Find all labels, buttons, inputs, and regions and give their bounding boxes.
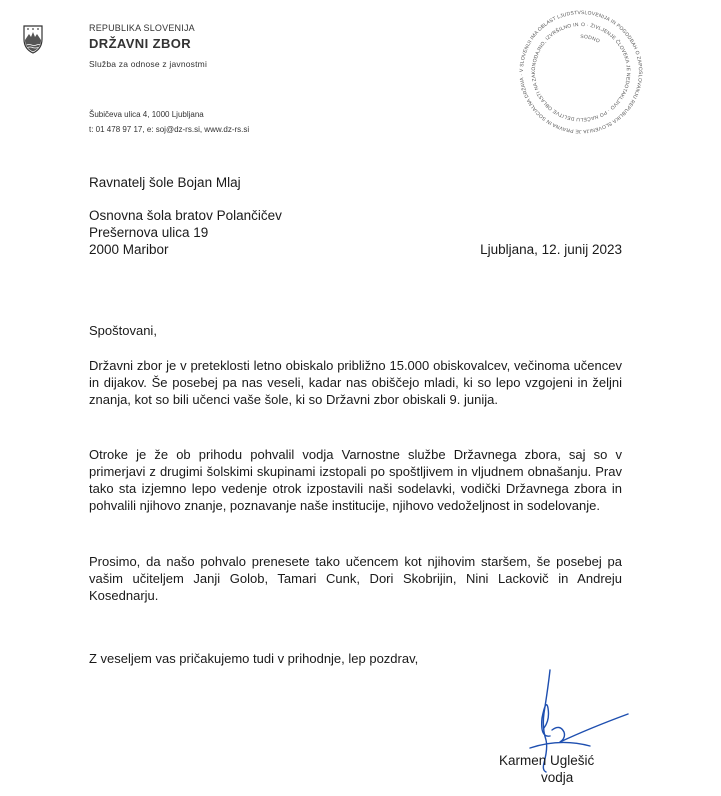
stamp-text: SLOVENIJA IN POGODBAH O ZAPOSLOVANJU REPUBLIKA SLOVENIJA JE PRAVNA IN SOCIALNA DRŽAVA · V SLOVENIJI IMA OBLAST LJUDSTVO · ŽIVLJENJE ČLOVEKA JE NEDOTAKLJIVO · PO NAČELU DELITVE OBLASTI NA ZAKONODAJNO, IZVRŠILNO IN SODNO	[518, 9, 643, 134]
letter-date: Ljubljana, 12. junij 2023	[480, 242, 622, 257]
slovenia-coat-of-arms-icon	[22, 24, 44, 54]
recipient-street: Prešernova ulica 19	[89, 225, 209, 240]
svg-text:SLOVENIJA IN POGODBAH O ZAPOSL	[519, 10, 643, 134]
header-institution: DRŽAVNI ZBOR	[89, 36, 192, 51]
header-country: REPUBLIKA SLOVENIJA	[89, 23, 195, 33]
header-service: Služba za odnose z javnostmi	[89, 59, 208, 69]
paragraph-3: Prosimo, da našo pohvalo prenesete tako učencem kot njihovim staršem, še posebej pa vašim učiteljem Janji Golob, Tamari Cunk, Dori Skobrijin, Nini Lackovič in Andreju Kosednarju.	[89, 554, 622, 603]
paragraph-2: Otroke je že ob prihodu pohvalil vodja Varnostne službe Državnega zbora, saj so v primerjavi z drugimi šolskimi skupinami izstopali po spoštljivem in vljudnem obnašanju. Prav tako sta izjemno lepo vedenje otrok izpostavili naši sodelavki, vodički Državnega zbora in pohvalili njihovo znanje, poznavanje naše institucije, njihovo vedoželjnost in sodelovanje.	[89, 447, 622, 513]
header-contact: t: 01 478 97 17, e: soj@dz-rs.si, www.dz-rs.si	[89, 125, 250, 134]
recipient-school: Osnovna šola bratov Polančičev	[89, 208, 282, 223]
greeting: Spoštovani,	[89, 323, 157, 338]
recipient-city: 2000 Maribor	[89, 242, 169, 257]
header-address: Šubičeva ulica 4, 1000 Ljubljana	[89, 110, 204, 119]
signatory-name: Karmen Uglešić	[499, 753, 595, 768]
recipient-name: Ravnatelj šole Bojan Mlaj	[89, 175, 241, 190]
signatory-title: vodja	[541, 770, 574, 785]
paragraph-1: Državni zbor je v preteklosti letno obiskalo približno 15.000 obiskovalcev, večinoma učencev in dijakov. Še posebej pa nas veseli, kadar nas obiščejo mladi, ki so lepo vzgojeni in željni znanja, kot so bili učenci vaše šole, ki so Državni zbor obiskali 9. junija.	[89, 358, 622, 407]
circular-stamp-seal	[505, 6, 657, 134]
closing: Z veseljem vas pričakujemo tudi v prihodnje, lep pozdrav,	[89, 651, 419, 666]
